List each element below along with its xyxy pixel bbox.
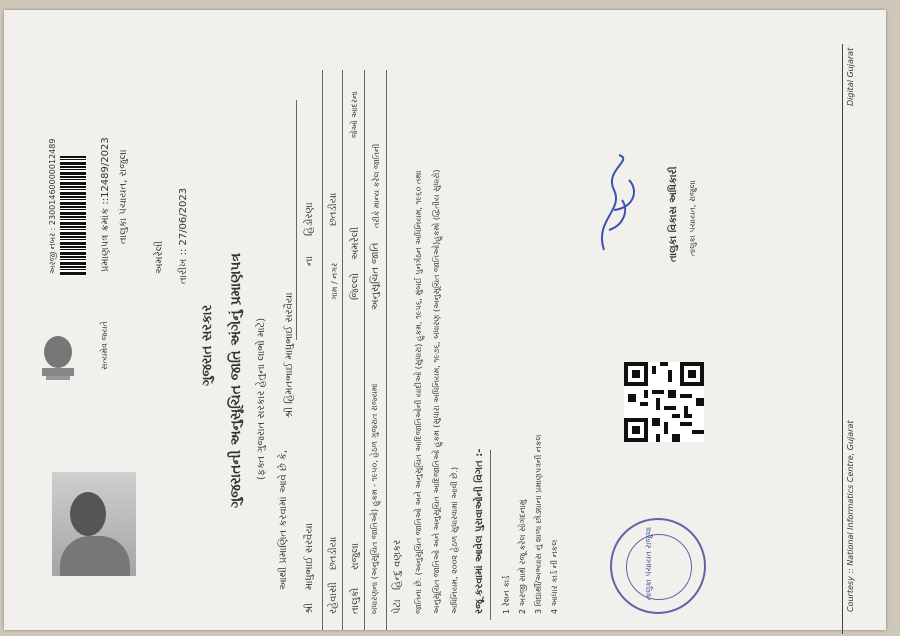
body-paragraph-2: અનુસૂચિત જાતિઓ અને અનુસૂચિત આદિજાતિઓ હુકમ (સુધારા અધિનિયમ, ૧૯૭૬, બંધારણ (અનુસૂચિત જાતિઓ)હુકમો (દ્વિતીય સુધારો) <box>432 169 441 614</box>
certificate-title: ગુજરાતની અનુસૂચિત જાતિ અંગેનું પ્રમાણપત્ર <box>228 252 244 508</box>
village-value: છતડીયા <box>328 536 339 570</box>
applicant-photo <box>52 472 136 576</box>
certificate-paper <box>4 10 886 630</box>
district-label: જિલ્લો <box>350 273 361 300</box>
barcode-image <box>60 156 86 276</box>
issuing-office: તાલુકા પંચાયત, રાજુલા <box>118 149 129 244</box>
state-emblem-icon <box>32 332 84 392</box>
name-value: માધુભાઈ સરવૈયા <box>304 523 315 590</box>
body-paragraph-3: અધિનિયમ, ૨૦૦૨ હેઠળ સુધારવામાં આવી છે.) <box>450 466 459 614</box>
taluka-label: તાલુકો <box>350 587 361 614</box>
stamp-text: તાલુકા પંચાયત રાજુલા <box>644 526 653 600</box>
village-value-2: છતડીયા <box>328 192 339 226</box>
taluka-value: રાજુલા <box>350 542 361 570</box>
document-item: 4 આધાર કાર્ડ ની નકલ <box>550 539 559 614</box>
body-line-1: બંધારણના (અનુસૂચિત જાતિઓ) હુકમ - ૧૯૫૦, હેઠળ ગુજરાત રાજ્યમાં <box>370 383 379 614</box>
gam-label: ના <box>304 256 315 266</box>
signatory-office: તાલુકા પંચાયત, રાજુલા <box>688 180 697 256</box>
certificate-number: પ્રમાણપત્ર ક્રમાંક ::12489/2023 <box>100 137 111 272</box>
certify-line: આથી પ્રમાણિત કરવામાં આવે છે કે, <box>278 449 289 590</box>
documents-heading: રજૂ કરવામાં આવેલ પુરાવાઓની વિગત :- <box>474 448 485 614</box>
village-label: રહેવાસી <box>328 582 339 614</box>
district-name: અમરેલી <box>154 240 165 274</box>
district-note: જેઓ આદરના <box>350 91 359 138</box>
gam-value: હિંડોરણા <box>304 202 315 236</box>
caste-note: તરીકે માન્ય કરેલ જાતિની <box>372 143 381 228</box>
body-paragraph-1: જાતિના છે. (અનુસૂચિત જાતિઓ અને અનુસૂચિત આદિજાતિઓની યાદીઓ (સુધારા) હુકમ, ૧૯૫૬, મુંબઈ પુનર્ગઠન અધિનિયમ, ૧૯૬૦ તથા <box>414 170 423 614</box>
digital-gujarat-footer: Digital Gujarat <box>846 47 855 106</box>
courtesy-footer: Courtesy :: National Informatics Centre, Gujarat <box>846 420 855 612</box>
village-type: ગામ / નગર <box>330 262 339 300</box>
document-item: 2 અરજી સાથે રજૂ કરેલ સોગંદનામું <box>518 499 527 614</box>
document-item: 1 રેશન કાર્ડ <box>502 575 511 614</box>
officer-signature-icon <box>584 150 654 260</box>
person-name: શ્રી હિંમતભાઈ માધુભાઈ સરવૈયા <box>284 292 295 418</box>
emblem-caption: સત્યમેવ જયતે <box>100 321 109 370</box>
caste-category: અનુસૂચિત જાતિ <box>370 242 381 310</box>
signatory-title: તાલુકા વિકાસ અધિકારી <box>668 166 679 262</box>
qr-code-image <box>624 362 704 442</box>
issue-date: તારીખ :: 27/06/2023 <box>178 187 189 284</box>
caste-label: પેટા <box>392 599 403 614</box>
district-value: અમરેલી <box>350 226 361 260</box>
certificate-subtitle: (ફક્ત ગુજરાત સરકાર હેતુના લાભો માટે) <box>256 317 267 480</box>
government-heading: ગુજરાત સરકાર <box>200 304 215 386</box>
application-number: અરજી નંબર : 23001460000012489 <box>48 138 57 274</box>
document-item: 3 વિદ્યાર્થી/અભ્યાસ નું શાળા છોડ્યાના પ્રમાણપત્રની નકલ <box>534 434 543 614</box>
official-stamp <box>610 518 706 614</box>
name-label: શ્રી <box>304 602 315 614</box>
caste-value: હિન્દુ વણકર <box>392 539 403 590</box>
